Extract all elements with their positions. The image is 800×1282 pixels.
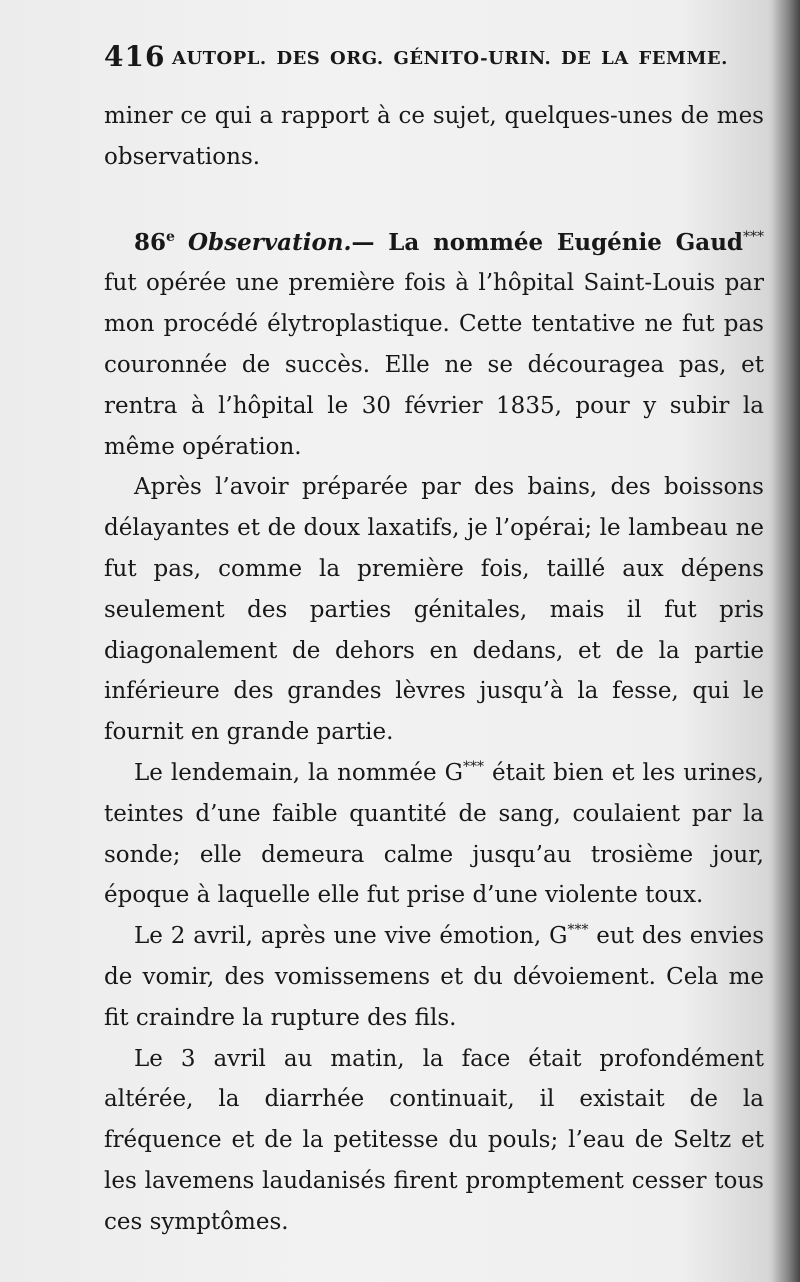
april-2-text-after: eut des envies de vomir, des vomissemens et du dévoiement. Cela me fit craindre la rupture des fils.	[104, 923, 764, 1031]
paragraph-operation: Après l’avoir préparée par des bains, des boissons délayantes et de doux laxatifs, je l’opérai; le lambeau ne fut pas, comme la première fois, taillé aux dépens seulement des parties génitales, mais il fut pris diagonalement de dehors en dedans, et de la partie inférieure des grandes lèvres jusqu’à la fesse, qui le fournit en grande partie.	[104, 474, 764, 746]
paragraph-gap	[104, 178, 764, 223]
running-header	[104, 40, 754, 80]
observation-text: fut opérée une première fois à l’hôpital Saint-Louis par mon procédé élytroplastique. Cette tentative ne fut pas couronnée de succès. Elle ne se découragea pas, et rentra à l’hôpital le 30 février 1835, pour y subir la même opération.	[104, 270, 764, 460]
observation-number	[134, 229, 175, 256]
paragraph-observation-86	[104, 223, 764, 468]
next-day-text-after: était bien et les urines, teintes d’une faible quantité de sang, coulaient par la sonde; elle demeura calme jusqu’au trosième jour, époque à laquelle elle fut prise d’une violente toux.	[104, 759, 764, 909]
next-day-stars: ***	[462, 758, 484, 775]
observation-number-value: 86	[134, 228, 167, 256]
paragraph-april-2	[104, 916, 764, 1038]
observation-number-suffix: e	[166, 228, 175, 245]
next-day-text-before: Le lendemain, la nommée G	[134, 759, 463, 786]
paragraph-next-day	[104, 753, 764, 916]
paragraph-continuation: miner ce qui a rapport à ce sujet, quelques-unes de mes observations.	[104, 103, 764, 170]
patient-name: La nommée Eugénie Gaud	[374, 228, 743, 256]
running-title: AUTOPL. DES ORG. GÉNITO-URIN. DE LA FEMME.	[172, 48, 728, 69]
patient-name-stars: ***	[743, 228, 764, 245]
observation-dash: —	[351, 228, 375, 256]
april-2-stars: ***	[567, 922, 589, 939]
page-body	[104, 96, 764, 1243]
page-number: 416	[104, 40, 166, 73]
page-spine-shadow	[772, 0, 800, 1282]
paragraph-april-3: Le 3 avril au matin, la face était profondément altérée, la diarrhée continuait, il existait de la fréquence et de la petitesse du pouls; l’eau de Seltz et les lavemens laudanisés firent promptement cesser tous ces symptômes.	[104, 1045, 764, 1235]
april-2-text-before: Le 2 avril, après une vive émotion, G	[134, 923, 568, 950]
observation-label: Observation.	[188, 228, 352, 256]
